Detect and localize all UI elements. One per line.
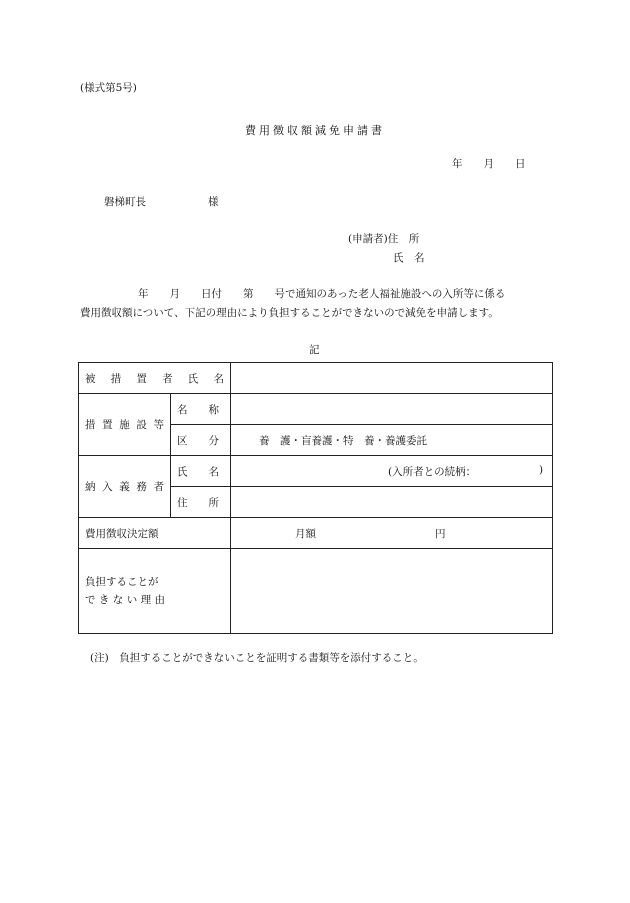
document-title: 費用徴収額減免申請書 — [245, 124, 385, 137]
ki-heading: 記 — [309, 344, 320, 356]
table-row — [79, 456, 553, 487]
reason-label-line-2: できない理由 — [85, 594, 165, 606]
reason-label-line-1: 負担することが — [85, 576, 159, 588]
relationship-label: (入所者との続柄： — [388, 466, 477, 478]
form-number: (様式第5号) — [80, 82, 137, 94]
facility-label: 措置施設等 — [85, 419, 164, 431]
subject-name-field[interactable] — [231, 363, 553, 394]
body-line-2: 費用徴収額について、下記の理由により負担することができないので減免を申請します。 — [80, 307, 499, 319]
monthly-label: 月額 — [295, 528, 316, 540]
date-line: 年 月 日 — [452, 158, 526, 170]
amount-label: 費用徴収決定額 — [79, 518, 231, 549]
payer-address-label: 住 所 — [171, 487, 231, 518]
amount-field[interactable] — [231, 518, 553, 549]
table-row — [79, 518, 553, 549]
addressee-honorific: 様 — [208, 196, 219, 208]
body-line-1: 年 月 日付 第 号で通知のあった老人福祉施設への入所等に係る — [138, 288, 506, 300]
payer-label: 納入義務者 — [85, 481, 164, 493]
payer-name-field[interactable] — [231, 456, 553, 487]
facility-type-label: 区 分 — [171, 425, 231, 456]
table-row — [79, 394, 553, 425]
subject-name-label: 被措置者氏名 — [85, 372, 224, 385]
relationship-close: ) — [539, 464, 544, 476]
addressee-mayor: 磐梯町長 — [104, 196, 146, 208]
application-table — [78, 362, 553, 634]
table-row — [79, 363, 553, 394]
facility-name-field[interactable] — [231, 394, 553, 425]
attachment-note: (注) 負担することができないことを証明する書類等を添付すること。 — [90, 652, 424, 664]
table-row — [79, 549, 553, 634]
facility-name-label: 名 称 — [171, 394, 231, 425]
facility-type-options[interactable]: 養 護・盲養護・特 養・養護委託 — [231, 425, 553, 456]
applicant-name-label: 氏 名 — [393, 252, 425, 264]
yen-label: 円 — [435, 528, 446, 540]
applicant-address-label: (申請者)住 所 — [348, 233, 420, 245]
payer-name-label: 氏 名 — [171, 456, 231, 487]
payer-address-field[interactable] — [231, 487, 553, 518]
reason-field[interactable] — [231, 549, 553, 634]
